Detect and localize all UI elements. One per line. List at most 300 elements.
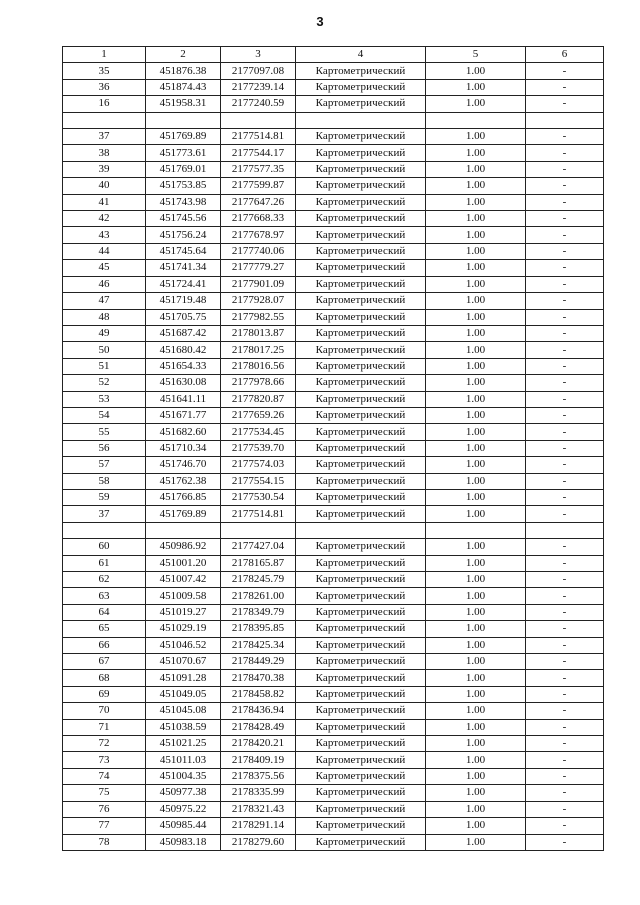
table-row [63,211,604,227]
description-cell: - [526,129,604,145]
description-cell: - [526,457,604,473]
description-cell: - [526,801,604,817]
y-coordinate-cell: 2177659.26 [221,407,296,423]
accuracy-cell: 1.00 [426,801,526,817]
method-cell: Картометрический [296,79,426,95]
method-cell: Картометрический [296,260,426,276]
accuracy-cell: 1.00 [426,670,526,686]
accuracy-cell: 1.00 [426,260,526,276]
table-row [63,407,604,423]
y-coordinate-cell: 2177678.97 [221,227,296,243]
table-row [63,588,604,604]
description-cell: - [526,539,604,555]
accuracy-cell: 1.00 [426,424,526,440]
accuracy-cell: 1.00 [426,358,526,374]
point-number-cell: 53 [63,391,146,407]
y-coordinate-cell: 2177554.15 [221,473,296,489]
point-number-cell: 36 [63,79,146,95]
description-cell: - [526,227,604,243]
method-cell: Картометрический [296,276,426,292]
table-row [63,736,604,752]
method-cell: Картометрический [296,457,426,473]
x-coordinate-cell: 451876.38 [146,63,221,79]
point-number-cell: 70 [63,703,146,719]
column-header-method: 4 [296,47,426,63]
method-cell: Картометрический [296,752,426,768]
x-coordinate-cell: 450975.22 [146,801,221,817]
method-cell: Картометрический [296,129,426,145]
y-coordinate-cell: 2177779.27 [221,260,296,276]
x-coordinate-cell: 451007.42 [146,572,221,588]
method-cell: Картометрический [296,178,426,194]
x-coordinate-cell: 451046.52 [146,637,221,653]
accuracy-cell: 1.00 [426,752,526,768]
description-cell: - [526,489,604,505]
table-row [63,654,604,670]
description-cell: - [526,358,604,374]
accuracy-cell: 1.00 [426,588,526,604]
y-coordinate-cell: 2177530.54 [221,489,296,505]
accuracy-cell: 1.00 [426,539,526,555]
accuracy-cell: 1.00 [426,719,526,735]
method-cell: Картометрический [296,375,426,391]
accuracy-cell: 1.00 [426,785,526,801]
table-row [63,539,604,555]
x-coordinate-cell: 451070.67 [146,654,221,670]
point-number-cell: 41 [63,194,146,210]
accuracy-cell: 1.00 [426,391,526,407]
table-row [63,506,604,522]
method-cell: Картометрический [296,686,426,702]
y-coordinate-cell: 2178458.82 [221,686,296,702]
y-coordinate-cell: 2178395.85 [221,621,296,637]
x-coordinate-cell: 451038.59 [146,719,221,735]
accuracy-cell: 1.00 [426,637,526,653]
point-number-cell: 54 [63,407,146,423]
point-number-cell: 71 [63,719,146,735]
table-row [63,194,604,210]
point-number-cell: 38 [63,145,146,161]
accuracy-cell: 1.00 [426,654,526,670]
method-cell: Картометрический [296,604,426,620]
accuracy-cell [426,522,526,538]
description-cell [526,112,604,128]
column-header-accuracy: 5 [426,47,526,63]
y-coordinate-cell: 2177599.87 [221,178,296,194]
accuracy-cell: 1.00 [426,309,526,325]
x-coordinate-cell [146,522,221,538]
y-coordinate-cell: 2178017.25 [221,342,296,358]
description-cell: - [526,473,604,489]
table-row [63,752,604,768]
method-cell: Картометрический [296,358,426,374]
method-cell: Картометрический [296,539,426,555]
y-coordinate-cell [221,522,296,538]
accuracy-cell: 1.00 [426,129,526,145]
coordinates-table [62,46,604,851]
method-cell [296,112,426,128]
x-coordinate-cell: 451687.42 [146,325,221,341]
y-coordinate-cell: 2177240.59 [221,96,296,112]
description-cell: - [526,736,604,752]
table-row [63,785,604,801]
x-coordinate-cell [146,112,221,128]
table-row [63,424,604,440]
description-cell: - [526,719,604,735]
method-cell: Картометрический [296,325,426,341]
table-row [63,473,604,489]
point-number-cell: 61 [63,555,146,571]
table-row [63,260,604,276]
x-coordinate-cell: 451671.77 [146,407,221,423]
point-number-cell: 58 [63,473,146,489]
x-coordinate-cell: 450985.44 [146,818,221,834]
table-row [63,703,604,719]
table-row [63,604,604,620]
method-cell: Картометрический [296,309,426,325]
x-coordinate-cell: 451874.43 [146,79,221,95]
method-cell: Картометрический [296,785,426,801]
y-coordinate-cell: 2177647.26 [221,194,296,210]
header-row [63,47,604,63]
x-coordinate-cell: 451710.34 [146,440,221,456]
table-row [63,686,604,702]
accuracy-cell: 1.00 [426,178,526,194]
table-row [63,719,604,735]
accuracy-cell: 1.00 [426,375,526,391]
description-cell: - [526,572,604,588]
point-number-cell: 63 [63,588,146,604]
point-number-cell: 46 [63,276,146,292]
x-coordinate-cell: 451769.89 [146,129,221,145]
y-coordinate-cell: 2177427.04 [221,539,296,555]
y-coordinate-cell: 2178291.14 [221,818,296,834]
x-coordinate-cell: 451741.34 [146,260,221,276]
point-number-cell: 59 [63,489,146,505]
description-cell: - [526,96,604,112]
point-number-cell: 51 [63,358,146,374]
table-row [63,178,604,194]
x-coordinate-cell: 451724.41 [146,276,221,292]
y-coordinate-cell: 2178420.21 [221,736,296,752]
accuracy-cell: 1.00 [426,194,526,210]
table-row [63,555,604,571]
point-number-cell: 47 [63,293,146,309]
point-number-cell: 69 [63,686,146,702]
y-coordinate-cell: 2177820.87 [221,391,296,407]
accuracy-cell: 1.00 [426,145,526,161]
method-cell: Картометрический [296,834,426,850]
point-number-cell: 39 [63,161,146,177]
description-cell: - [526,621,604,637]
description-cell: - [526,686,604,702]
point-number-cell: 74 [63,768,146,784]
y-coordinate-cell: 2177097.08 [221,63,296,79]
x-coordinate-cell: 451719.48 [146,293,221,309]
description-cell: - [526,309,604,325]
accuracy-cell: 1.00 [426,834,526,850]
x-coordinate-cell: 451762.38 [146,473,221,489]
accuracy-cell [426,112,526,128]
y-coordinate-cell: 2177978.66 [221,375,296,391]
x-coordinate-cell: 451705.75 [146,309,221,325]
table-row [63,243,604,259]
description-cell: - [526,506,604,522]
point-number-cell: 77 [63,818,146,834]
point-number-cell: 52 [63,375,146,391]
point-number-cell: 37 [63,506,146,522]
point-number-cell: 62 [63,572,146,588]
description-cell: - [526,325,604,341]
x-coordinate-cell: 451091.28 [146,670,221,686]
y-coordinate-cell: 2177539.70 [221,440,296,456]
y-coordinate-cell: 2177577.35 [221,161,296,177]
description-cell: - [526,391,604,407]
method-cell: Картометрический [296,506,426,522]
y-coordinate-cell: 2178245.79 [221,572,296,588]
point-number-cell: 68 [63,670,146,686]
table-row [63,375,604,391]
table-row [63,572,604,588]
x-coordinate-cell: 451745.56 [146,211,221,227]
x-coordinate-cell: 451680.42 [146,342,221,358]
method-cell: Картометрический [296,424,426,440]
method-cell: Картометрический [296,572,426,588]
table-row [63,457,604,473]
method-cell: Картометрический [296,96,426,112]
accuracy-cell: 1.00 [426,243,526,259]
column-header-description: 6 [526,47,604,63]
y-coordinate-cell: 2177534.45 [221,424,296,440]
description-cell: - [526,670,604,686]
description-cell: - [526,194,604,210]
method-cell [296,522,426,538]
y-coordinate-cell: 2178335.99 [221,785,296,801]
x-coordinate-cell: 450986.92 [146,539,221,555]
method-cell: Картометрический [296,801,426,817]
method-cell: Картометрический [296,588,426,604]
method-cell: Картометрический [296,555,426,571]
description-cell: - [526,834,604,850]
description-cell: - [526,63,604,79]
table-row [63,670,604,686]
description-cell: - [526,178,604,194]
accuracy-cell: 1.00 [426,325,526,341]
method-cell: Картометрический [296,227,426,243]
accuracy-cell: 1.00 [426,489,526,505]
accuracy-cell: 1.00 [426,736,526,752]
x-coordinate-cell: 451021.25 [146,736,221,752]
table-spacer-row [63,112,604,128]
accuracy-cell: 1.00 [426,211,526,227]
method-cell: Картометрический [296,194,426,210]
y-coordinate-cell: 2178470.38 [221,670,296,686]
y-coordinate-cell: 2177574.03 [221,457,296,473]
y-coordinate-cell: 2177740.06 [221,243,296,259]
point-number-cell [63,522,146,538]
description-cell: - [526,440,604,456]
method-cell: Картометрический [296,703,426,719]
description-cell: - [526,342,604,358]
point-number-cell: 16 [63,96,146,112]
accuracy-cell: 1.00 [426,686,526,702]
y-coordinate-cell: 2177514.81 [221,506,296,522]
description-cell: - [526,555,604,571]
y-coordinate-cell: 2178013.87 [221,325,296,341]
accuracy-cell: 1.00 [426,161,526,177]
description-cell: - [526,293,604,309]
method-cell: Картометрический [296,473,426,489]
accuracy-cell: 1.00 [426,342,526,358]
description-cell: - [526,424,604,440]
y-coordinate-cell: 2177668.33 [221,211,296,227]
accuracy-cell: 1.00 [426,473,526,489]
description-cell: - [526,703,604,719]
x-coordinate-cell: 451746.70 [146,457,221,473]
x-coordinate-cell: 451753.85 [146,178,221,194]
table-row [63,834,604,850]
y-coordinate-cell: 2177514.81 [221,129,296,145]
point-number-cell [63,112,146,128]
accuracy-cell: 1.00 [426,79,526,95]
method-cell: Картометрический [296,342,426,358]
table-row [63,818,604,834]
point-number-cell: 57 [63,457,146,473]
point-number-cell: 42 [63,211,146,227]
accuracy-cell: 1.00 [426,227,526,243]
y-coordinate-cell: 2178321.43 [221,801,296,817]
x-coordinate-cell: 451766.85 [146,489,221,505]
method-cell: Картометрический [296,145,426,161]
method-cell: Картометрический [296,391,426,407]
table-row [63,145,604,161]
description-cell: - [526,276,604,292]
x-coordinate-cell: 451743.98 [146,194,221,210]
point-number-cell: 55 [63,424,146,440]
accuracy-cell: 1.00 [426,818,526,834]
table-row [63,79,604,95]
y-coordinate-cell: 2177544.17 [221,145,296,161]
x-coordinate-cell: 451654.33 [146,358,221,374]
point-number-cell: 44 [63,243,146,259]
point-number-cell: 37 [63,129,146,145]
x-coordinate-cell: 451773.61 [146,145,221,161]
point-number-cell: 65 [63,621,146,637]
table-row [63,293,604,309]
description-cell: - [526,785,604,801]
y-coordinate-cell: 2178425.34 [221,637,296,653]
table-row [63,309,604,325]
x-coordinate-cell: 451641.11 [146,391,221,407]
description-cell: - [526,161,604,177]
page-number: 3 [316,14,324,29]
table-row [63,276,604,292]
x-coordinate-cell: 451029.19 [146,621,221,637]
accuracy-cell: 1.00 [426,768,526,784]
description-cell: - [526,375,604,391]
point-number-cell: 72 [63,736,146,752]
y-coordinate-cell: 2178428.49 [221,719,296,735]
table-spacer-row [63,522,604,538]
y-coordinate-cell [221,112,296,128]
description-cell: - [526,637,604,653]
accuracy-cell: 1.00 [426,407,526,423]
y-coordinate-cell: 2177928.07 [221,293,296,309]
table-row [63,342,604,358]
method-cell: Картометрический [296,654,426,670]
method-cell: Картометрический [296,637,426,653]
point-number-cell: 76 [63,801,146,817]
table-row [63,637,604,653]
point-number-cell: 45 [63,260,146,276]
accuracy-cell: 1.00 [426,506,526,522]
y-coordinate-cell: 2178261.00 [221,588,296,604]
y-coordinate-cell: 2178016.56 [221,358,296,374]
x-coordinate-cell: 451009.58 [146,588,221,604]
x-coordinate-cell: 451011.03 [146,752,221,768]
x-coordinate-cell: 451769.01 [146,161,221,177]
y-coordinate-cell: 2178375.56 [221,768,296,784]
x-coordinate-cell: 451004.35 [146,768,221,784]
point-number-cell: 64 [63,604,146,620]
table-header [63,47,604,63]
point-number-cell: 78 [63,834,146,850]
x-coordinate-cell: 450983.18 [146,834,221,850]
table-row [63,227,604,243]
column-header-x: 2 [146,47,221,63]
accuracy-cell: 1.00 [426,555,526,571]
accuracy-cell: 1.00 [426,63,526,79]
point-number-cell: 48 [63,309,146,325]
method-cell: Картометрический [296,719,426,735]
table-row [63,63,604,79]
method-cell: Картометрический [296,407,426,423]
description-cell: - [526,604,604,620]
point-number-cell: 49 [63,325,146,341]
description-cell: - [526,407,604,423]
accuracy-cell: 1.00 [426,457,526,473]
table-body [63,63,604,851]
method-cell: Картометрический [296,161,426,177]
description-cell: - [526,818,604,834]
method-cell: Картометрический [296,670,426,686]
point-number-cell: 67 [63,654,146,670]
y-coordinate-cell: 2177901.09 [221,276,296,292]
method-cell: Картометрический [296,818,426,834]
table-row [63,440,604,456]
y-coordinate-cell: 2178409.19 [221,752,296,768]
accuracy-cell: 1.00 [426,96,526,112]
y-coordinate-cell: 2178449.29 [221,654,296,670]
method-cell: Картометрический [296,736,426,752]
accuracy-cell: 1.00 [426,572,526,588]
table-row [63,325,604,341]
point-number-cell: 40 [63,178,146,194]
table-row [63,768,604,784]
method-cell: Картометрический [296,621,426,637]
column-header-point-number: 1 [63,47,146,63]
y-coordinate-cell: 2178279.60 [221,834,296,850]
description-cell: - [526,260,604,276]
y-coordinate-cell: 2178436.94 [221,703,296,719]
accuracy-cell: 1.00 [426,276,526,292]
table-row [63,801,604,817]
table-row [63,489,604,505]
y-coordinate-cell: 2177239.14 [221,79,296,95]
table-row [63,129,604,145]
accuracy-cell: 1.00 [426,703,526,719]
method-cell: Картометрический [296,768,426,784]
